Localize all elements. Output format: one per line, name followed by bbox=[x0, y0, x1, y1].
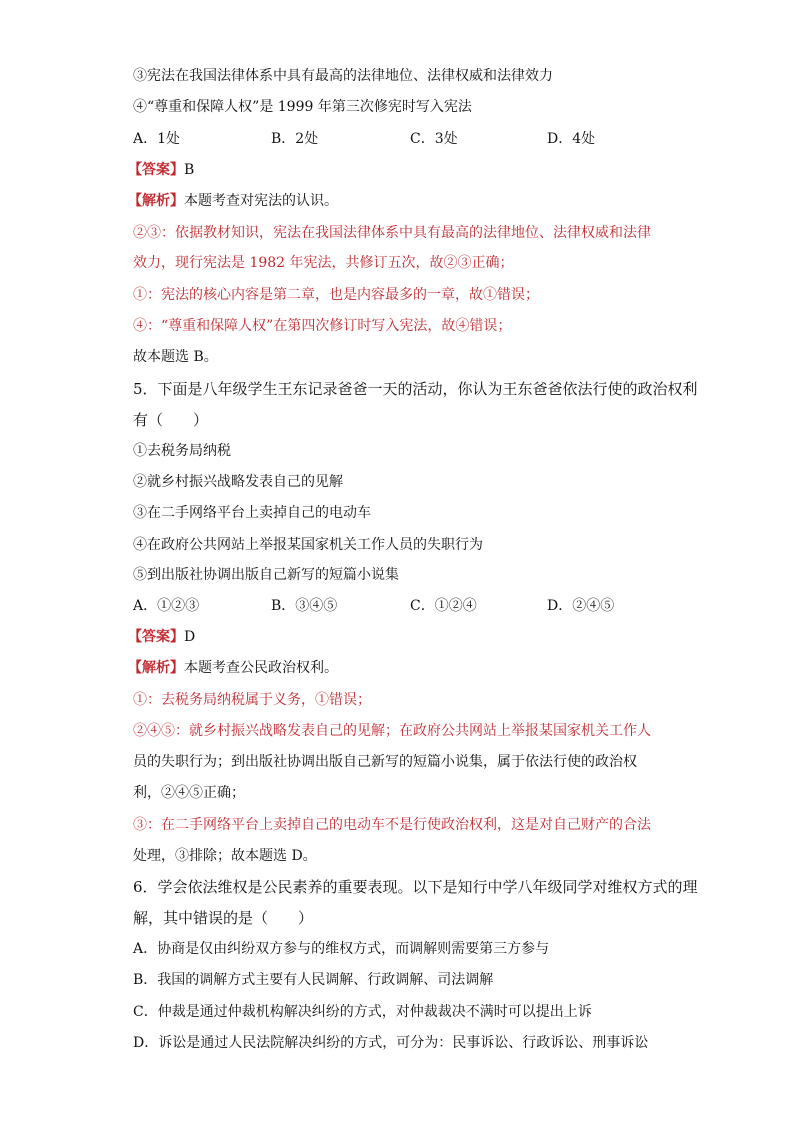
q5-analysis-line: ③：在二手网络平台上卖掉自己的电动车不是行使政治权利，这是对自己财产的合法 bbox=[133, 817, 651, 833]
q5-analysis-line: 员的失职行为；到出版社协调出版自己新写的短篇小说集，属于依法行使的政治权 bbox=[133, 754, 637, 770]
q5-option-d: D．②④⑤ bbox=[547, 598, 615, 614]
q6-stem: 解，其中错误的是（ ） bbox=[133, 909, 314, 927]
q4-option-c: C．3处 bbox=[410, 131, 458, 147]
q6-option-a: A．协商是仅由纠纷双方参与的维权方式，而调解则需要第三方参与 bbox=[133, 941, 550, 957]
q4-option-a: A．1处 bbox=[133, 131, 181, 147]
q5-option-b: B．③④⑤ bbox=[271, 598, 338, 614]
q4-analysis-line: 效力，现行宪法是 1982 年宪法，共修订五次，故②③正确； bbox=[133, 255, 514, 271]
q6-option-b: B．我国的调解方式主要有人民调解、行政调解、司法调解 bbox=[133, 972, 494, 988]
answer-tag: 【答案】 bbox=[128, 162, 184, 178]
q5-analysis-line: 利，②④⑤正确； bbox=[133, 785, 245, 801]
q5-analysis-line: ②④⑤：就乡村振兴战略发表自己的见解；在政府公共网站上举报某国家机关工作人 bbox=[133, 723, 651, 739]
q5-item: ⑤到出版社协调出版自己新写的短篇小说集 bbox=[133, 567, 399, 583]
q5-stem: 5．下面是八年级学生王东记录爸爸一天的活动，你认为王东爸爸依法行使的政治权利 bbox=[133, 380, 698, 398]
q4-analysis-line: ①：宪法的核心内容是第二章，也是内容最多的一章，故①错误； bbox=[133, 287, 539, 303]
q5-item: ④在政府公共网站上举报某国家机关工作人员的失职行为 bbox=[133, 537, 483, 553]
answer-value: D bbox=[184, 629, 196, 645]
q5-analysis-line: ①：去税务局纳税属于义务，①错误； bbox=[133, 692, 371, 708]
analysis-tag: 【解析】 bbox=[128, 660, 184, 676]
q4-conclusion: 故本题选 B。 bbox=[133, 349, 218, 365]
q4-answer-row bbox=[128, 162, 194, 178]
q5-item: ③在二手网络平台上卖掉自己的电动车 bbox=[133, 505, 371, 521]
q4-analysis-line: ④：“尊重和保障人权”在第四次修订时写入宪法，故④错误； bbox=[133, 318, 512, 334]
q4-item-4: ④“尊重和保障人权”是 1999 年第三次修宪时写入宪法 bbox=[133, 99, 472, 115]
q5-analysis-line: 处理，③排除；故本题选 D。 bbox=[133, 848, 317, 864]
q6-option-c: C．仲裁是通过仲裁机构解决纠纷的方式，对仲裁裁决不满时可以提出上诉 bbox=[133, 1004, 592, 1020]
q4-option-d: D．4处 bbox=[547, 131, 596, 147]
analysis-intro: 本题考查对宪法的认识。 bbox=[184, 193, 338, 209]
q5-stem: 有（ ） bbox=[133, 411, 209, 429]
q5-item: ①去税务局纳税 bbox=[133, 443, 231, 459]
q4-option-b: B．2处 bbox=[271, 131, 319, 147]
q4-analysis-line: ②③：依据教材知识，宪法在我国法律体系中具有最高的法律地位、法律权威和法律 bbox=[133, 225, 651, 241]
analysis-intro: 本题考查公民政治权利。 bbox=[184, 660, 338, 676]
q5-analysis-row bbox=[128, 660, 338, 676]
q4-analysis-row bbox=[128, 193, 338, 209]
q5-option-c: C．①②④ bbox=[410, 598, 477, 614]
q6-option-d: D．诉讼是通过人民法院解决纠纷的方式，可分为：民事诉讼、行政诉讼、刑事诉讼 bbox=[133, 1035, 649, 1051]
answer-value: B bbox=[184, 162, 195, 178]
answer-tag: 【答案】 bbox=[128, 629, 184, 645]
q6-stem: 6．学会依法维权是公民素养的重要表现。以下是知行中学八年级同学对维权方式的理 bbox=[133, 878, 698, 896]
q5-answer-row bbox=[128, 629, 195, 645]
q5-item: ②就乡村振兴战略发表自己的见解 bbox=[133, 474, 343, 490]
analysis-tag: 【解析】 bbox=[128, 193, 184, 209]
q5-option-a: A．①②③ bbox=[133, 598, 200, 614]
q4-item-3: ③宪法在我国法律体系中具有最高的法律地位、法律权威和法律效力 bbox=[133, 68, 553, 84]
